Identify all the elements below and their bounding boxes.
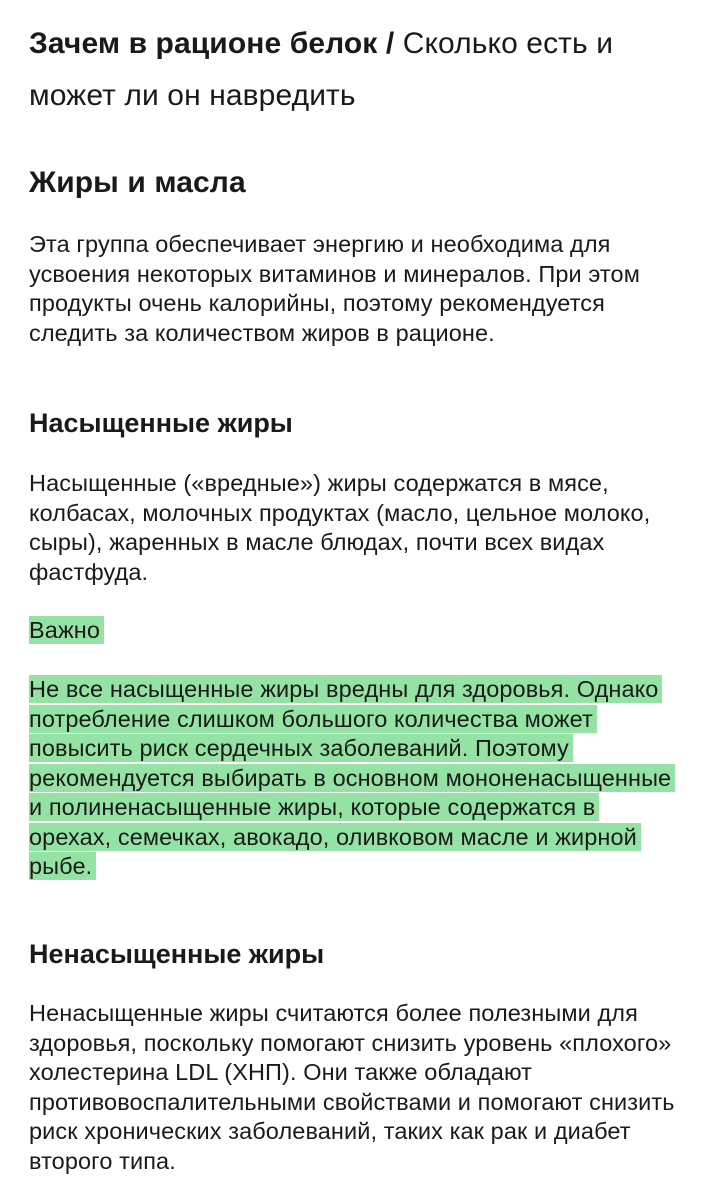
- related-article-title-bold[interactable]: Зачем в рационе белок /: [29, 27, 395, 60]
- section-heading-fats: Жиры и масла: [29, 166, 246, 199]
- highlighted-note-text: Не все насыщенные жиры вредны для здоровья. Однако потребление слишком большого количества может повысить риск сердечных заболеваний. Поэтому рекомендуется выбирать в основном мононенасыщенные и полиненасыщенные жиры, которые содержатся в орехах, семечках, авокадо, оливковом масле и жирной рыбе.: [29, 675, 675, 880]
- section-text-unsaturated-fats: Ненасыщенные жиры считаются более полезными для здоровья, поскольку помогают снизить уровень «плохого» холестерина LDL (ХНП). Они также обладают противовоспалительными свойствами и помогают снизить риск хронических заболеваний, таких как рак и диабет второго типа.: [29, 1000, 675, 1174]
- section-heading-unsaturated-fats: Ненасыщенные жиры: [29, 939, 325, 969]
- section-text-saturated-fats: Насыщенные («вредные») жиры содержатся в мясе, колбасах, молочных продуктах (масло, цельное молоко, сыры), жаренных в масле блюдах, почти всех видах фастфуда.: [29, 470, 651, 585]
- highlighted-important-label: Важно: [29, 616, 104, 644]
- related-article-link[interactable]: [29, 18, 689, 122]
- related-article-title-rest[interactable]: Сколько есть и может ли он навредить: [29, 27, 614, 112]
- highlighted-note-block: [29, 675, 679, 882]
- highlighted-important-label-block: [29, 616, 679, 646]
- section-text-fats: Эта группа обеспечивает энергию и необходима для усвоения некоторых витаминов и минералов. При этом продукты очень калорийны, поэтому рекомендуется следить за количеством жиров в рационе.: [29, 231, 640, 346]
- section-heading-saturated-fats: Насыщенные жиры: [29, 408, 293, 438]
